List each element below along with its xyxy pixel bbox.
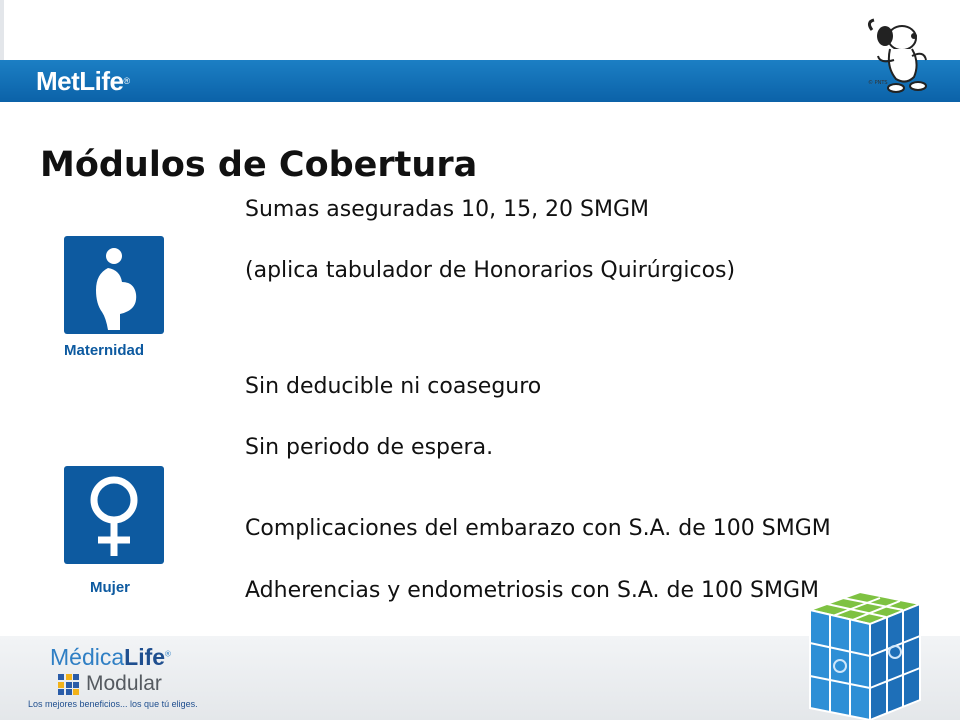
content-line-4: Sin periodo de espera. <box>245 435 494 460</box>
page-title: Módulos de Cobertura <box>40 145 478 185</box>
metlife-logo <box>36 64 130 98</box>
woman-icon-box <box>64 466 164 564</box>
corner-line <box>0 0 4 60</box>
metlife-logo-mark: ® <box>123 76 130 86</box>
medicalife-logo-part-b: Life <box>124 644 166 670</box>
header-bar <box>0 60 960 102</box>
content-line-3: Sin deducible ni coaseguro <box>245 374 542 399</box>
content-line-5: Complicaciones del embarazo con S.A. de 100 SMGM <box>245 516 831 541</box>
medicalife-logo-mark: ® <box>165 649 171 659</box>
medicalife-logo-part-a: Médica <box>50 644 125 670</box>
metlife-logo-text: MetLife <box>36 66 124 96</box>
modular-grid-icon <box>58 674 79 695</box>
footer-tagline: Los mejores beneficios... los que tú eliges. <box>28 699 198 709</box>
content-line-1: Sumas aseguradas 10, 15, 20 SMGM <box>245 197 650 222</box>
svg-text:© PNTS: © PNTS <box>868 80 888 86</box>
content-line-2: (aplica tabulador de Honorarios Quirúrgicos) <box>245 258 736 283</box>
medicalife-logo <box>50 644 171 671</box>
female-symbol-icon <box>64 466 164 564</box>
top-band <box>0 0 960 62</box>
maternity-caption: Maternidad <box>64 342 145 359</box>
rubiks-cube-icon <box>790 588 940 720</box>
pregnant-woman-icon <box>64 236 164 334</box>
snoopy-mascot-icon <box>860 16 932 96</box>
content-line-6: Adherencias y endometriosis con S.A. de 100 SMGM <box>245 578 819 603</box>
woman-caption: Mujer <box>90 579 131 596</box>
maternity-icon-box <box>64 236 164 334</box>
modular-label: Modular <box>86 672 162 695</box>
